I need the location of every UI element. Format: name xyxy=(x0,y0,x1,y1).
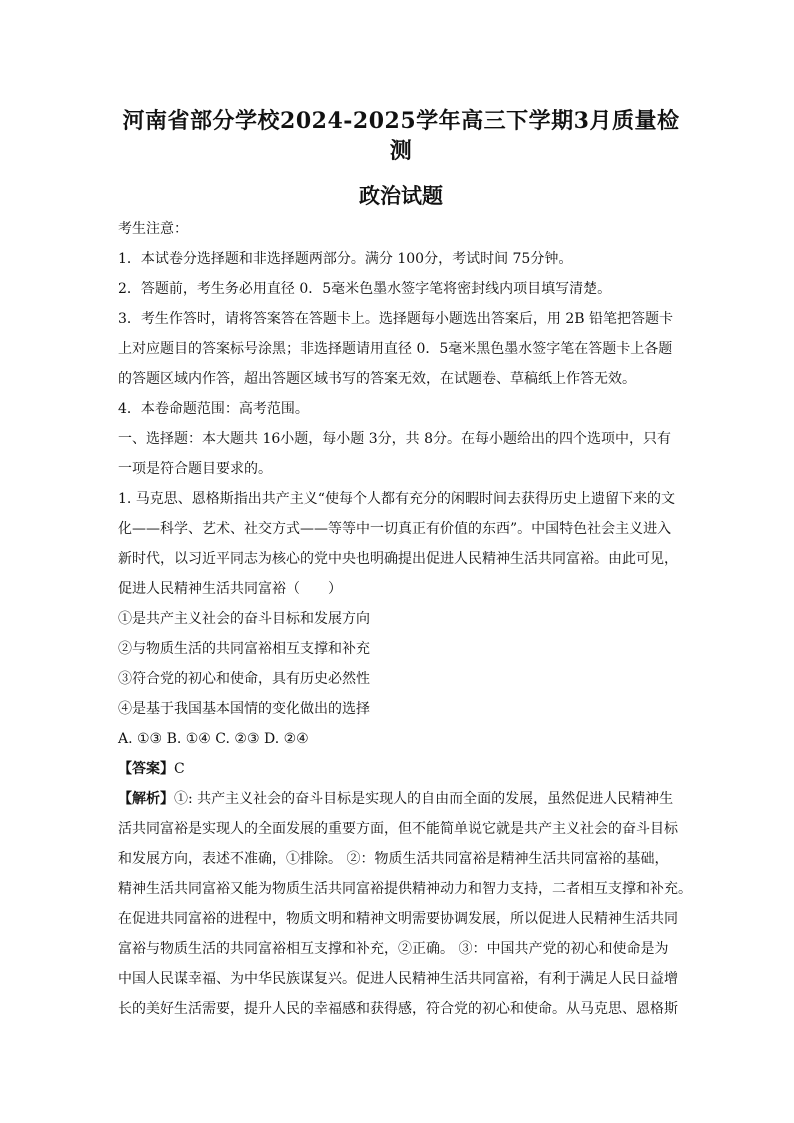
analysis-line-8: 长的美好生活需要，提升人民的幸福感和获得感，符合党的初心和使命。从马克思、恩格斯 xyxy=(118,1001,678,1017)
section-instruction-line-2: 一项是符合题目要求的。 xyxy=(118,461,272,477)
document-subtitle: 政治试题 xyxy=(359,183,443,208)
statement-4: ④是基于我国基本国情的变化做出的选择 xyxy=(118,701,370,717)
statement-3: ③符合党的初心和使命，具有历史必然性 xyxy=(118,671,370,687)
analysis-line-5: 在促进共同富裕的进程中，物质文明和精神文明需要协调发展，所以促进人民精神生活共同 xyxy=(118,911,678,927)
analysis-line-7: 中国人民谋幸福、为中华民族谋复兴。促进人民精神生活共同富裕，有利于满足人民日益增 xyxy=(118,971,678,987)
notice-heading: 考生注意： xyxy=(118,221,188,237)
section-instruction-line-1: 一、选择题：本大题共 16小题，每小题 3分，共 8分。在每小题给出的四个选项中，只有 xyxy=(118,431,671,447)
analysis-text-1: ①: 共产主义社会的奋斗目标是实现人的自由而全面的发展，虽然促进人民精神生 xyxy=(174,791,674,807)
analysis-line-1 xyxy=(118,789,684,809)
notice-line-5: 的答题区域内作答，超出答题区域书写的答案无效，在试题卷、草稿纸上作答无效。 xyxy=(118,371,636,387)
analysis-line-4: 精神生活共同富裕又能为物质生活共同富裕提供精神动力和智力支持，二者相互支撑和补充。 xyxy=(118,881,692,897)
question-stem-line-2: 化——科学、艺术、社交方式——等等中一切真正有价值的东西”。中国特色社会主义进入 xyxy=(118,521,672,537)
analysis-label: 【解析】 xyxy=(118,791,174,807)
question-stem-line-1: 1. 马克思、恩格斯指出共产主义“使每个人都有充分的闲暇时间去获得历史上遗留下来的文 xyxy=(118,491,675,507)
analysis-line-3: 和发展方向，表述不准确，①排除。 ②：物质生活共同富裕是精神生活共同富裕的基础， xyxy=(118,851,669,867)
question-stem-line-3: 新时代，以习近平同志为核心的党中央也明确提出促进人民精神生活共同富裕。由此可见， xyxy=(118,551,678,567)
analysis-line-2: 活共同富裕是实现人的全面发展的重要方面，但不能简单说它就是共产主义社会的奋斗目标 xyxy=(118,821,678,837)
notice-line-1: 1．本试卷分选择题和非选择题两部分。满分 100分，考试时间 75分钟。 xyxy=(118,251,573,267)
document-title: 河南省部分学校2024-2025学年高三下学期3月质量检测 xyxy=(122,108,680,164)
answer-options: A. ①③ B. ①④ C. ②③ D. ②④ xyxy=(118,731,309,747)
question-stem-line-4: 促进人民精神生活共同富裕（ ） xyxy=(118,581,342,597)
statement-2: ②与物质生活的共同富裕相互支撑和补充 xyxy=(118,641,370,657)
answer-label: 【答案】 xyxy=(118,761,174,777)
notice-line-2: 2．答题前，考生务必用直径 0．5毫米色墨水签字笔将密封线内项目填写清楚。 xyxy=(118,281,612,297)
analysis-line-6: 富裕与物质生活的共同富裕相互支撑和补充，②正确。 ③：中国共产党的初心和使命是为 xyxy=(118,941,669,957)
answer-line xyxy=(118,759,684,779)
answer-value: C xyxy=(174,761,185,777)
notice-line-4: 上对应题目的答案标号涂黑；非选择题请用直径 0．5毫米黑色墨水签字笔在答题卡上各题 xyxy=(118,341,673,357)
statement-1: ①是共产主义社会的奋斗目标和发展方向 xyxy=(118,611,370,627)
notice-line-6: 4．本卷命题范围：高考范围。 xyxy=(118,401,309,417)
notice-line-3: 3．考生作答时，请将答案答在答题卡上。选择题每小题选出答案后，用 2B 铅笔把答题卡 xyxy=(118,311,674,327)
